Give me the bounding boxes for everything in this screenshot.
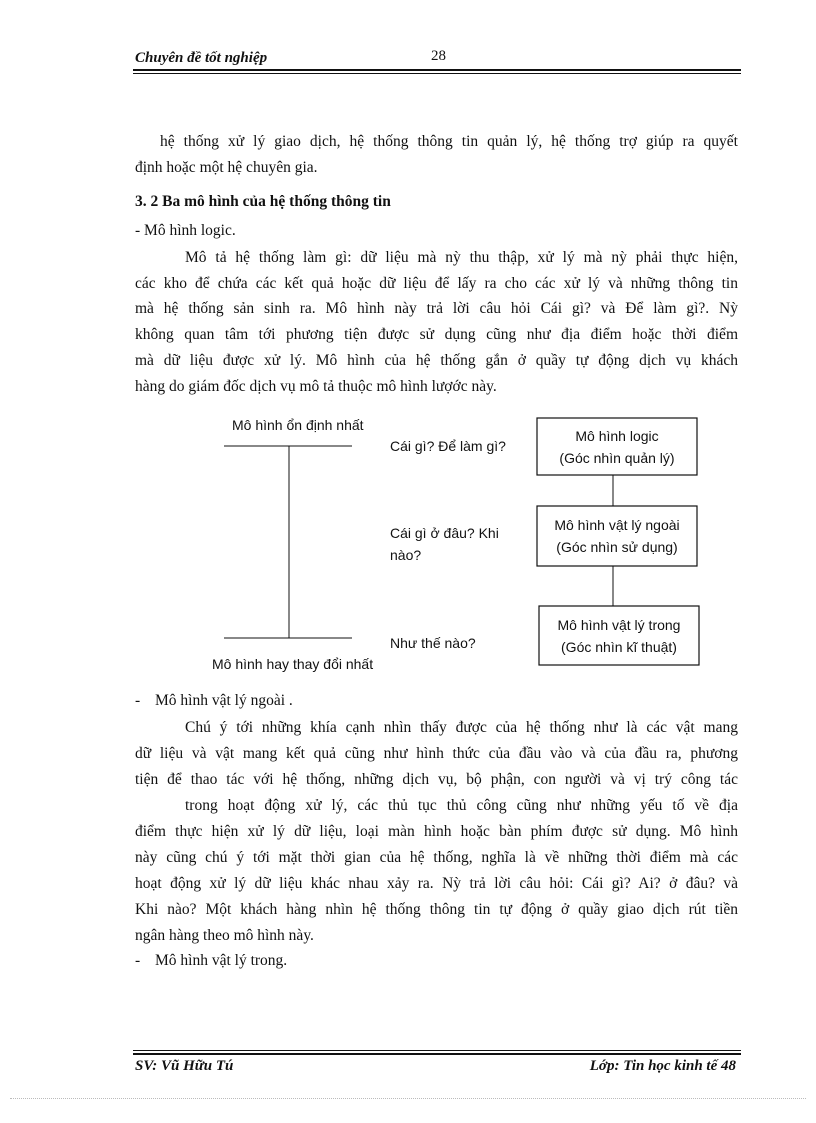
paragraph-line: tiện để thao tác với hệ thống, những dịch vụ, bộ phận, con người và vị trý công tác xyxy=(135,771,738,788)
header-rule-thin xyxy=(133,73,741,74)
box-external-title: Mô hình vật lý ngoài xyxy=(554,517,680,533)
paragraph-line: hoạt động xử lý dữ liệu khác nhau xảy ra. Nỳ trả lời câu hỏi: Cái gì? Ai? ở đâu? và xyxy=(135,875,738,892)
list-dash: - xyxy=(135,692,141,709)
paragraph-line: các kho để chứa các kết quả hoặc dữ liệu để lấy ra cho các xử lý và những thông tin xyxy=(135,275,738,292)
box-logic xyxy=(537,418,697,475)
question-how: Như thế nào? xyxy=(390,635,476,651)
box-logic-title: Mô hình logic xyxy=(575,428,659,444)
question-what: Cái gì? Để làm gì? xyxy=(390,438,506,454)
paragraph-line: này cũng chú ý tới mặt thời gian của hệ thống, nghĩa là về những thời điểm mà các xyxy=(135,849,738,866)
paragraph-line: điểm thực hiện xử lý dữ liệu, loại màn hình hoặc bàn phím được sử dụng. Mô hình xyxy=(135,823,738,840)
box-external-subtitle: (Góc nhìn sử dụng) xyxy=(556,539,678,555)
box-external xyxy=(537,506,697,566)
footer-rule-thin xyxy=(133,1050,741,1051)
paragraph-line: trong hoạt động xử lý, các thủ tục thủ công cũng như những yếu tố về địa xyxy=(185,797,738,814)
question-where-line2: nào? xyxy=(390,547,422,563)
question-where-line1: Cái gì ở đâu? Khi xyxy=(390,525,499,541)
box-internal xyxy=(539,606,699,665)
list-item-external: Mô hình vật lý ngoài . xyxy=(155,692,293,709)
box-internal-subtitle: (Góc nhìn kĩ thuật) xyxy=(561,639,677,655)
paragraph-line: ngân hàng theo mô hình này. xyxy=(135,927,314,944)
page-boundary xyxy=(10,1098,806,1099)
paragraph-line: hệ thống xử lý giao dịch, hệ thống thông tin quản lý, hệ thống trợ giúp ra quyết xyxy=(160,133,738,150)
page-number: 28 xyxy=(431,48,446,64)
paragraph-line: dữ liệu và vật mang kết quả cũng như hình thức của đầu vào và của đầu ra, phương xyxy=(135,745,738,762)
bottom-label: Mô hình hay thay đổi nhất xyxy=(212,656,374,672)
section-heading: 3. 2 Ba mô hình của hệ thống thông tin xyxy=(135,193,391,210)
box-internal-title: Mô hình vật lý trong xyxy=(557,617,681,633)
paragraph-line: không quan tâm tới phương tiện được sử dụng cũng như địa điểm hoặc thời điểm xyxy=(135,326,738,343)
paragraph-line: hàng do giám đốc dịch vụ mô tả thuộc mô hình lượớc này. xyxy=(135,378,497,395)
paragraph-line: mà dữ liệu được xử lý. Mô hình của hệ thống gắn ở quầy tự động dịch vụ khách xyxy=(135,352,738,369)
list-dash: - xyxy=(135,952,141,969)
footer-rule xyxy=(133,1053,741,1055)
header-rule xyxy=(133,69,741,71)
paragraph-line: mà hệ thống sản sinh ra. Mô hình này trả lời câu hỏi Cái gì? và Để làm gì?. Nỳ xyxy=(135,300,738,317)
paragraph-line: Chú ý tới những khía cạnh nhìn thấy được của hệ thống như là các vật mang xyxy=(185,719,738,736)
paragraph-line: định hoặc một hệ chuyên gia. xyxy=(135,159,318,176)
list-item-internal: Mô hình vật lý trong. xyxy=(155,952,288,969)
paragraph-line: Mô tả hệ thống làm gì: dữ liệu mà nỳ thu thập, xử lý mà nỳ phải thực hiện, xyxy=(185,249,738,266)
header-title: Chuyên đề tốt nghiệp xyxy=(135,50,268,66)
top-label: Mô hình ổn định nhất xyxy=(232,417,364,433)
footer-class: Lớp: Tin học kinh tế 48 xyxy=(589,1058,736,1074)
paragraph-line: Khi nào? Một khách hàng nhìn hệ thống thông tin tự động ở quầy giao dịch rút tiền xyxy=(135,901,738,918)
list-item-logic: - Mô hình logic. xyxy=(135,222,236,239)
footer-student: SV: Vũ Hữu Tú xyxy=(135,1058,234,1074)
box-logic-subtitle: (Góc nhìn quản lý) xyxy=(559,450,675,466)
